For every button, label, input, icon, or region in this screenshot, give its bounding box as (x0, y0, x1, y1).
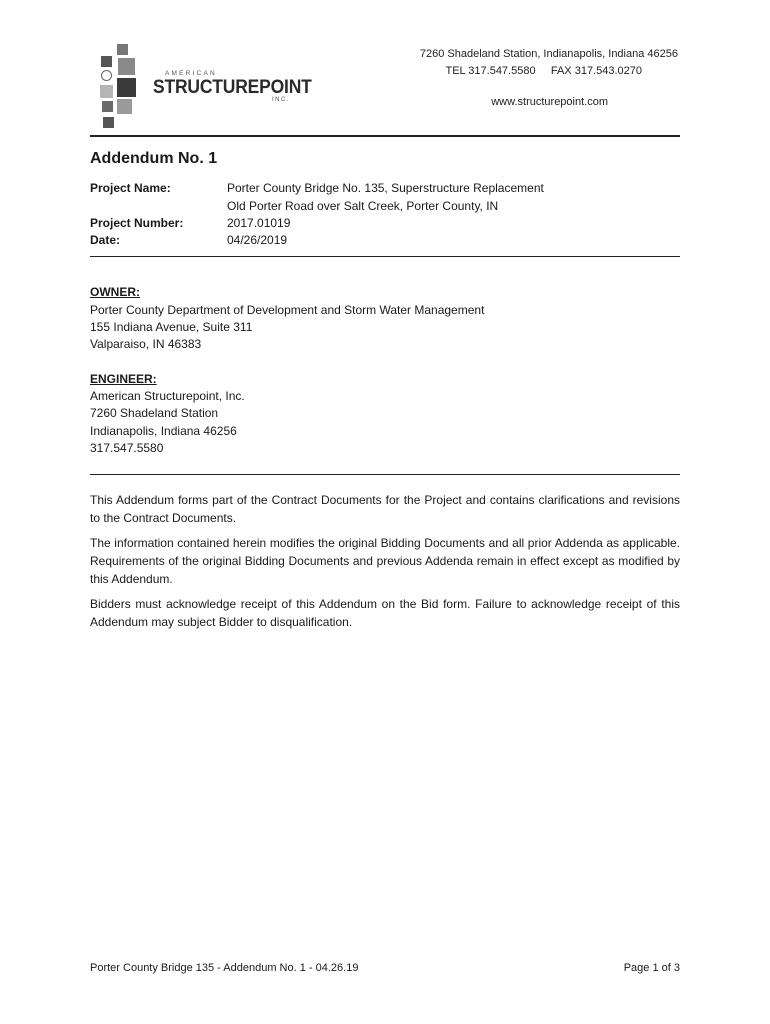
footer-document-id: Porter County Bridge 135 - Addendum No. 1 - 04.26.19 (90, 962, 359, 974)
engineer-heading: ENGINEER: (90, 372, 157, 386)
logo-square (102, 101, 113, 112)
divider (90, 256, 680, 257)
project-name-label: Project Name: (90, 181, 171, 195)
owner-line: Porter County Department of Development and Storm Water Management (90, 303, 485, 317)
date-label: Date: (90, 233, 121, 247)
logo-square (117, 99, 132, 114)
project-number-label: Project Number: (90, 216, 184, 230)
engineer-line: 317.547.5580 (90, 441, 164, 455)
divider (90, 474, 680, 475)
header-phones: TEL 317.547.5580 FAX 317.543.0270 (445, 65, 642, 77)
engineer-line: 7260 Shadeland Station (90, 406, 219, 420)
header-divider (90, 135, 680, 137)
logo-text-inc: INC. (272, 97, 290, 103)
logo-square (100, 85, 113, 98)
body-paragraph: This Addendum forms part of the Contract Documents for the Project and contains clarifications and revisions to the Contract Documents. (90, 493, 680, 525)
footer-page-number: Page 1 of 3 (623, 962, 680, 974)
project-name-line1: Porter County Bridge No. 135, Superstructure Replacement (227, 181, 544, 195)
owner-line: Valparaiso, IN 46383 (90, 337, 202, 351)
project-number-value: 2017.01019 (227, 216, 291, 230)
logo-square (118, 58, 135, 75)
header-website[interactable]: www.structurepoint.com (491, 96, 608, 108)
engineer-line: Indianapolis, Indiana 46256 (90, 424, 237, 438)
logo-text-structurepoint: STRUCTUREPOINT (153, 77, 312, 98)
engineer-line: American Structurepoint, Inc. (90, 389, 245, 403)
date-value: 04/26/2019 (227, 233, 288, 247)
logo-circle (101, 70, 112, 81)
owner-line: 155 Indiana Avenue, Suite 311 (90, 320, 253, 334)
logo-square (101, 56, 112, 67)
body-paragraph: Bidders must acknowledge receipt of this Addendum on the Bid form. Failure to acknowledge receipt of this Addendum may subject Bidder to disqualification. (90, 597, 680, 629)
logo-text-american: AMERICAN (165, 70, 217, 77)
page-title: Addendum No. 1 (90, 150, 218, 167)
logo-square (117, 44, 128, 55)
header-address: 7260 Shadeland Station, Indianapolis, Indiana 46256 (419, 48, 678, 60)
company-logo (98, 42, 158, 134)
body-paragraph: The information contained herein modifies the original Bidding Documents and all prior Addenda as applicable. Requirements of the original Bidding Documents and previous Addenda remain in effect except as modified by this Addendum. (90, 536, 680, 586)
project-name-line2: Old Porter Road over Salt Creek, Porter County, IN (227, 199, 499, 213)
logo-square (103, 117, 114, 128)
logo-square (117, 78, 136, 97)
owner-heading: OWNER: (90, 285, 140, 299)
